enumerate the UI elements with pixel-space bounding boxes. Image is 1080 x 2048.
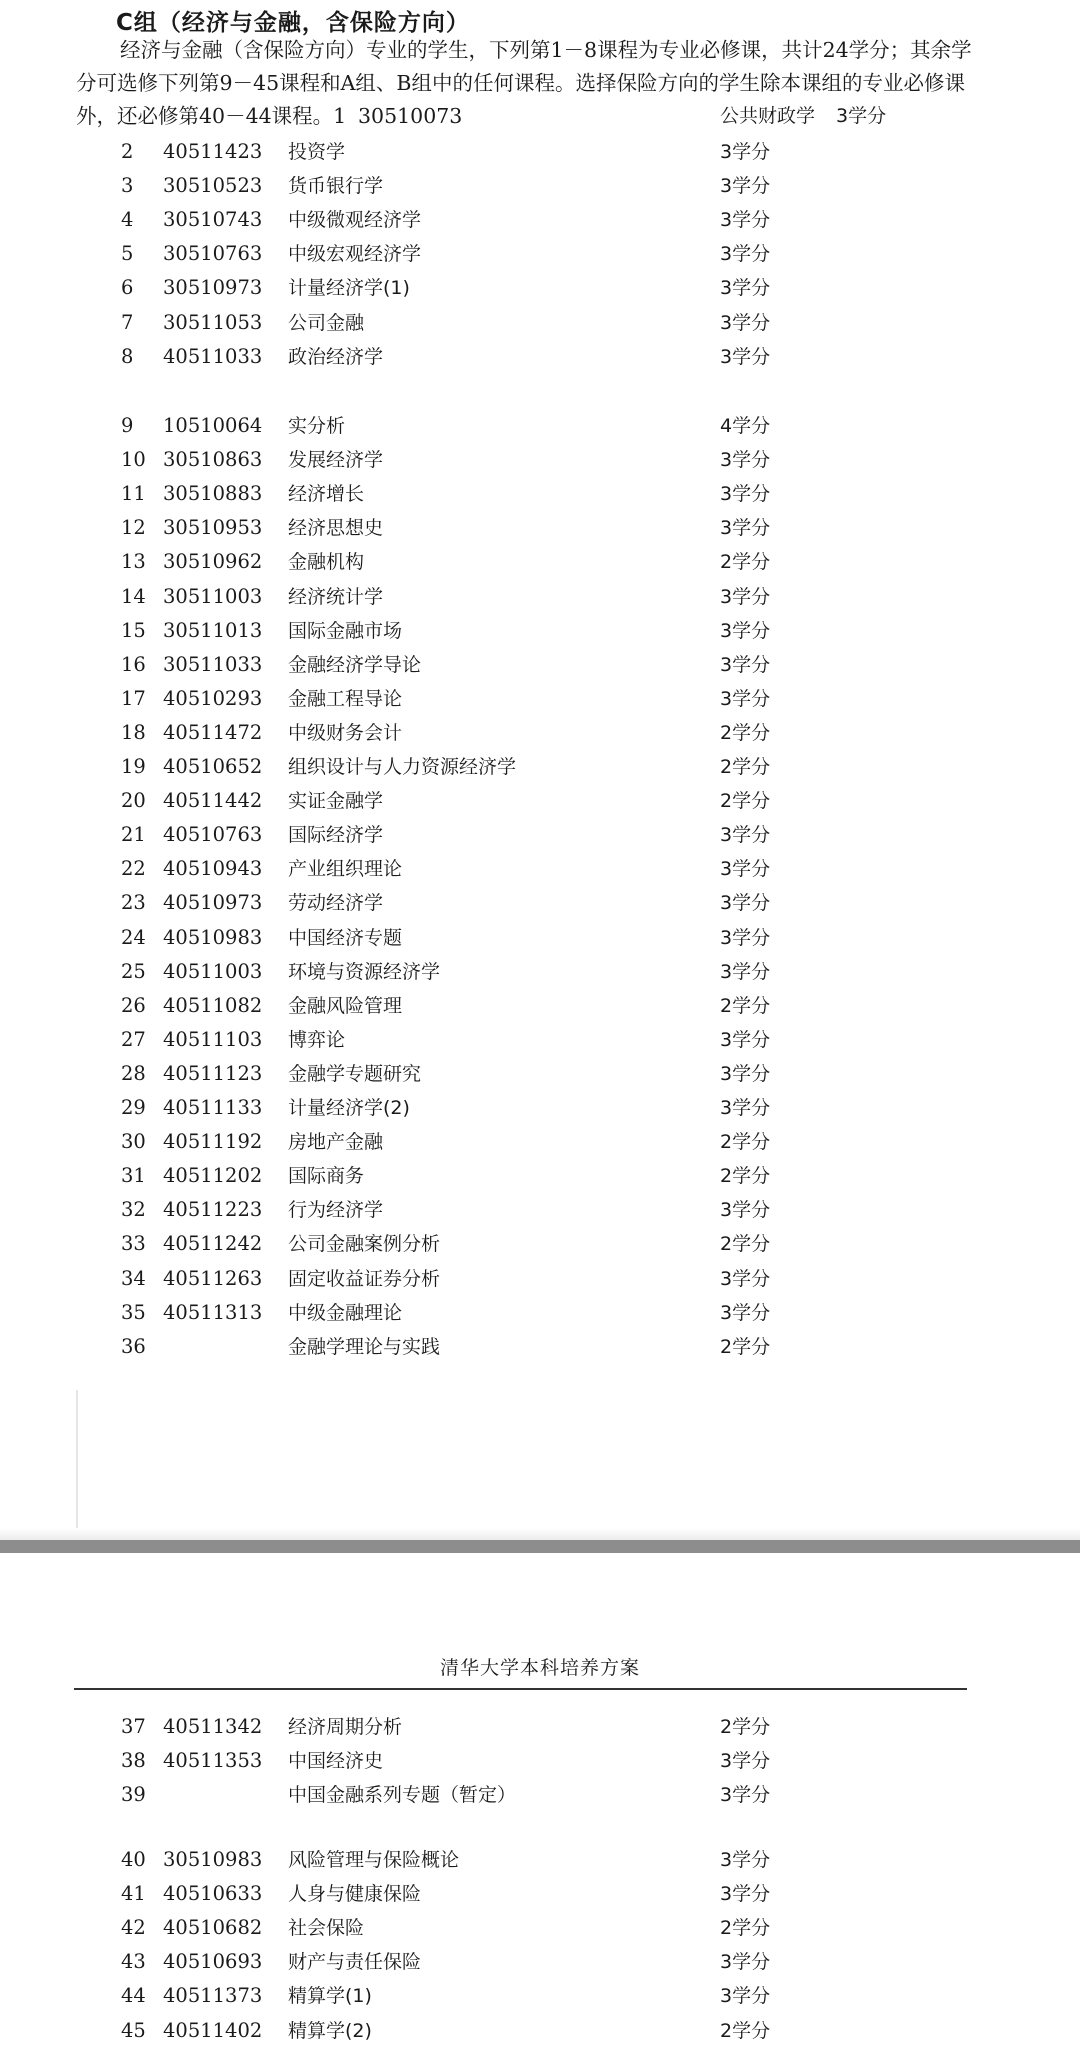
course-credit: 2学分: [720, 790, 771, 813]
course-name: 房地产金融: [288, 1131, 384, 1154]
course-name: 社会保险: [288, 1917, 365, 1940]
course-number: 21: [121, 823, 146, 847]
course-row: [0, 2014, 1080, 2048]
course-credit: 3学分: [720, 243, 771, 266]
course-row: [0, 1159, 1080, 1193]
course-credit: 3学分: [720, 892, 771, 915]
course-code: 40511103: [163, 1027, 263, 1051]
course-row: [0, 682, 1080, 716]
intro-line-1: 经济与金融（含保险方向）专业的学生，下列第1－8课程为专业必修课，共计24学分；其余学: [120, 38, 972, 62]
course-name: 公司金融: [288, 311, 365, 334]
course-code: 40510633: [163, 1882, 263, 1906]
course-row: [0, 716, 1080, 750]
course-credit: 2学分: [720, 721, 771, 744]
course-credit: 3学分: [720, 858, 771, 881]
course-code: 30511003: [163, 584, 263, 608]
course-credit: 3学分: [720, 653, 771, 676]
course-name: 中级宏观经济学: [288, 243, 422, 266]
course-name: 环境与资源经济学: [288, 960, 441, 983]
course-row: [0, 921, 1080, 955]
course-number: 6: [121, 276, 134, 300]
course-name: 中国金融系列专题（暂定）: [288, 1784, 517, 1807]
course-credit: 3学分: [720, 141, 771, 163]
course-code: 30510883: [163, 482, 263, 506]
course-number: 5: [121, 242, 134, 266]
course-number: 11: [121, 482, 146, 506]
course-row: [0, 955, 1080, 989]
course-row: [0, 340, 1080, 374]
course-code: 30511033: [163, 652, 263, 676]
course-credit: 3学分: [720, 1849, 771, 1871]
course-row: [0, 614, 1080, 648]
course-name: 中级金融理论: [288, 1301, 403, 1324]
section-heading: C组（经济与金融，含保险方向）: [116, 10, 470, 36]
course-credit: 3学分: [720, 345, 771, 368]
course-row: [0, 1843, 1080, 1877]
header-rule: [74, 1688, 967, 1690]
course-name: 中国经济专题: [288, 926, 403, 949]
course-credit: 3学分: [720, 960, 771, 983]
course-row: [0, 1744, 1080, 1778]
course-code: 30510962: [163, 550, 263, 574]
course-row: [0, 1227, 1080, 1261]
course-credit: 3学分: [720, 311, 771, 334]
course-row: [0, 271, 1080, 305]
course-name: 计量经济学(2): [288, 1097, 410, 1119]
course-name: 金融学专题研究: [288, 1062, 422, 1085]
course-row: [0, 306, 1080, 340]
course-row: [0, 169, 1080, 203]
course-credit: 3学分: [720, 209, 771, 232]
course-name: 中级财务会计: [288, 721, 403, 744]
course-number: 19: [121, 755, 146, 778]
course-code: 40511402: [163, 2018, 263, 2042]
course-name: 货币银行学: [288, 175, 384, 198]
intro-paragraph: [76, 34, 1011, 133]
course-number: 30: [121, 1130, 146, 1154]
course-credit: 3学分: [720, 1267, 771, 1290]
course-credit: 3学分: [720, 483, 771, 506]
course-number: 38: [121, 1749, 146, 1773]
course-credit: 3学分: [720, 175, 771, 198]
course-credit: 3学分: [720, 1301, 771, 1324]
course-code: 40511003: [163, 959, 263, 983]
course-row: [0, 818, 1080, 852]
course-row: [0, 1262, 1080, 1296]
course-code: 40511242: [163, 1232, 263, 1256]
course-row: [0, 1330, 1080, 1364]
course-code: 30510763: [163, 242, 263, 266]
course-code: 40511263: [163, 1266, 263, 1290]
course-credit: 3学分: [720, 1951, 771, 1974]
course-code: 40510943: [163, 857, 263, 881]
course-credit: 3学分: [720, 687, 771, 710]
course-credit: 3学分: [720, 619, 771, 642]
course-credit: 3学分: [720, 517, 771, 540]
course-code: 40511373: [163, 1984, 263, 2008]
course-code: 40511223: [163, 1198, 263, 1222]
course-code: 30510523: [163, 174, 263, 198]
course-row: [0, 1710, 1080, 1744]
course-number: 7: [121, 310, 134, 334]
course-row: [0, 1091, 1080, 1125]
course-name: 国际金融市场: [288, 619, 403, 642]
course-row: [0, 203, 1080, 237]
course-credit: 3学分: [720, 1062, 771, 1085]
course-credit: 2学分: [720, 1233, 771, 1256]
course-number: 2: [121, 140, 134, 163]
course-credit: 3学分: [720, 1784, 771, 1807]
course-code: 40511342: [163, 1715, 263, 1738]
course-number: 16: [121, 652, 146, 676]
course-number: 36: [121, 1334, 146, 1358]
course-code: 30510863: [163, 448, 263, 472]
course-credit: 2学分: [720, 1335, 771, 1358]
course-row: [0, 784, 1080, 818]
course-name: 中国经济史: [288, 1750, 384, 1773]
course-row: [0, 545, 1080, 579]
course-code: 40511442: [163, 789, 263, 813]
course-credit: 3学分: [720, 1985, 771, 2008]
course-credit: 3学分: [720, 824, 771, 847]
intro-line-3: 外，还必修第40－44课程。1: [76, 104, 347, 128]
page-separator: [0, 1540, 1080, 1553]
course-number: 17: [121, 686, 146, 710]
course-number: 3: [121, 174, 134, 198]
course-code: 40511202: [163, 1164, 263, 1188]
first-course-code: 30510073: [358, 104, 463, 128]
course-credit: 3学分: [720, 1097, 771, 1119]
course-code: 30510743: [163, 208, 263, 232]
course-row: [0, 1296, 1080, 1330]
course-number: 22: [121, 857, 146, 881]
course-name: 产业组织理论: [288, 858, 403, 881]
course-number: 15: [121, 618, 146, 642]
course-credit: 4学分: [720, 415, 771, 437]
course-row: [0, 237, 1080, 271]
course-code: 40511033: [163, 344, 263, 368]
course-number: 29: [121, 1096, 146, 1119]
course-row: [0, 1877, 1080, 1911]
course-number: 35: [121, 1300, 146, 1324]
course-code: 10510064: [163, 414, 263, 437]
course-row: [0, 852, 1080, 886]
course-credit: 3学分: [720, 1028, 771, 1051]
course-row: [0, 1778, 1080, 1812]
course-number: 9: [121, 414, 134, 437]
course-code: 40511123: [163, 1061, 263, 1085]
course-name: 投资学: [288, 141, 346, 163]
course-name: 经济增长: [288, 483, 365, 506]
course-number: 24: [121, 925, 146, 949]
course-name: 实分析: [288, 415, 346, 437]
course-name: 经济统计学: [288, 585, 384, 608]
course-credit: 2学分: [720, 1716, 771, 1738]
course-number: 10: [121, 448, 146, 472]
course-number: 14: [121, 584, 146, 608]
course-row: [0, 886, 1080, 920]
course-row: [0, 1125, 1080, 1159]
course-name: 金融机构: [288, 551, 365, 574]
course-number: 4: [121, 208, 134, 232]
course-code: 40511472: [163, 720, 263, 744]
course-row: [0, 648, 1080, 682]
course-number: 42: [121, 1916, 146, 1940]
course-number: 39: [121, 1783, 146, 1807]
course-number: 27: [121, 1027, 146, 1051]
course-number: 18: [121, 720, 146, 744]
page-edge-shadow: [76, 1390, 78, 1530]
course-name: 经济周期分析: [288, 1716, 403, 1738]
course-code: 40511353: [163, 1749, 263, 1773]
course-number: 32: [121, 1198, 146, 1222]
course-credit: 2学分: [720, 2019, 771, 2042]
running-header: 清华大学本科培养方案: [439, 1657, 640, 1679]
course-credit: 2学分: [720, 1131, 771, 1154]
course-code: 40510682: [163, 1916, 263, 1940]
course-credit: 2学分: [720, 1165, 771, 1188]
course-name: 发展经济学: [288, 449, 384, 472]
course-row: [0, 409, 1080, 443]
course-credit: 3学分: [720, 926, 771, 949]
course-number: 8: [121, 344, 134, 368]
course-row: [0, 580, 1080, 614]
course-code: 40511423: [163, 140, 263, 163]
course-name: 金融经济学导论: [288, 653, 422, 676]
course-name: 中级微观经济学: [288, 209, 422, 232]
course-code: 30510983: [163, 1848, 263, 1871]
course-name: 固定收益证券分析: [288, 1267, 441, 1290]
first-course-name: 公共财政学: [720, 105, 816, 127]
course-number: 45: [121, 2018, 146, 2042]
course-number: 13: [121, 550, 146, 574]
course-row: [0, 1945, 1080, 1979]
course-code: 40511313: [163, 1300, 263, 1324]
course-name: 金融风险管理: [288, 994, 403, 1017]
course-code: 40510652: [163, 755, 263, 778]
course-name: 计量经济学(1): [288, 277, 410, 300]
course-row: [0, 1979, 1080, 2013]
page-gap-shadow: [0, 1528, 1080, 1540]
course-name: 组织设计与人力资源经济学: [288, 756, 517, 778]
course-code: 40510693: [163, 1950, 263, 1974]
course-row: [0, 511, 1080, 545]
course-name: 实证金融学: [288, 790, 384, 813]
course-number: 23: [121, 891, 146, 915]
course-code: 40510293: [163, 686, 263, 710]
course-credit: 2学分: [720, 1917, 771, 1940]
course-credit: 3学分: [720, 1750, 771, 1773]
course-number: 37: [121, 1715, 146, 1738]
course-number: 20: [121, 789, 146, 813]
course-credit: 2学分: [720, 756, 771, 778]
course-code: 30510973: [163, 276, 263, 300]
course-name: 博弈论: [288, 1028, 346, 1051]
course-row: [0, 989, 1080, 1023]
course-number: 31: [121, 1164, 146, 1188]
course-name: 公司金融案例分析: [288, 1233, 441, 1256]
course-number: 40: [121, 1848, 146, 1871]
course-code: 40510763: [163, 823, 263, 847]
course-row: [0, 750, 1080, 784]
course-row: [0, 1911, 1080, 1945]
course-credit: 3学分: [720, 449, 771, 472]
course-number: 26: [121, 993, 146, 1017]
course-name: 经济思想史: [288, 517, 384, 540]
course-name: 人身与健康保险: [288, 1883, 422, 1906]
course-number: 28: [121, 1061, 146, 1085]
course-row: [0, 1023, 1080, 1057]
course-row: [0, 1057, 1080, 1091]
course-name: 精算学(1): [288, 1985, 372, 2008]
course-number: 12: [121, 516, 146, 540]
course-code: 40511192: [163, 1130, 263, 1154]
course-code: 30511013: [163, 618, 263, 642]
course-name: 金融工程导论: [288, 687, 403, 710]
course-code: 40511082: [163, 993, 263, 1017]
course-name: 精算学(2): [288, 2019, 372, 2042]
course-credit: 3学分: [720, 585, 771, 608]
course-code: 40511133: [163, 1096, 263, 1119]
course-name: 劳动经济学: [288, 892, 384, 915]
course-name: 财产与责任保险: [288, 1951, 422, 1974]
course-code: 40510973: [163, 891, 263, 915]
course-number: 41: [121, 1882, 146, 1906]
course-number: 34: [121, 1266, 146, 1290]
course-code: 30511053: [163, 310, 263, 334]
course-row: [0, 443, 1080, 477]
course-row: [0, 135, 1080, 169]
course-name: 金融学理论与实践: [288, 1335, 441, 1358]
course-name: 政治经济学: [288, 345, 384, 368]
course-name: 国际商务: [288, 1165, 365, 1188]
course-number: 25: [121, 959, 146, 983]
course-name: 国际经济学: [288, 824, 384, 847]
course-code: 40510983: [163, 925, 263, 949]
course-name: 行为经济学: [288, 1199, 384, 1222]
intro-line-2: 分可选修下列第9－45课程和A组、B组中的任何课程。选择保险方向的学生除本课组的专业必修课: [76, 71, 965, 95]
course-credit: 3学分: [720, 1199, 771, 1222]
course-name: 风险管理与保险概论: [288, 1849, 460, 1871]
course-number: 33: [121, 1232, 146, 1256]
course-credit: 2学分: [720, 551, 771, 574]
course-credit: 3学分: [720, 277, 771, 300]
first-course-credit: 3学分: [836, 105, 887, 127]
course-code: 30510953: [163, 516, 263, 540]
course-credit: 3学分: [720, 1883, 771, 1906]
course-number: 44: [121, 1984, 146, 2008]
course-number: 43: [121, 1950, 146, 1974]
course-row: [0, 477, 1080, 511]
course-credit: 2学分: [720, 994, 771, 1017]
course-row: [0, 1193, 1080, 1227]
document-page-2: [0, 1553, 1080, 2047]
